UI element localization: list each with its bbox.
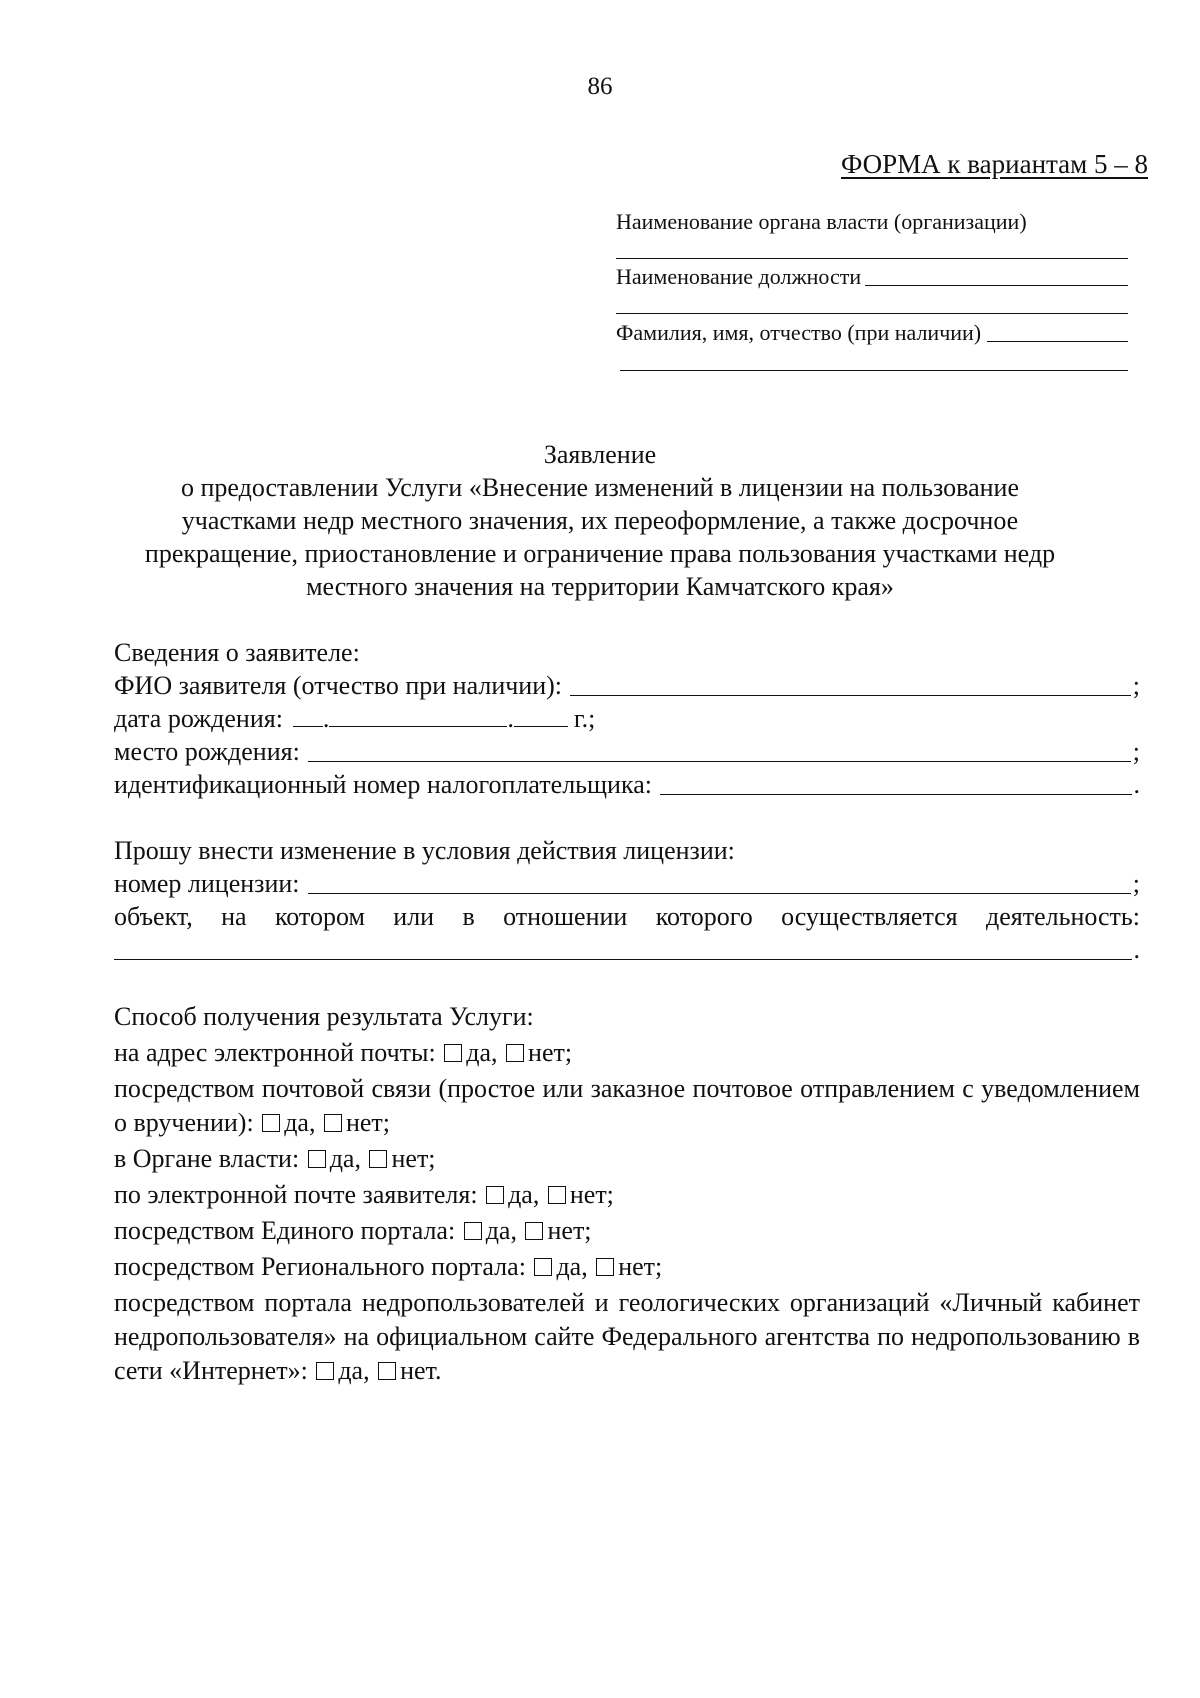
birth-place-row xyxy=(114,735,1140,768)
applicant-section-title: Сведения о заявителе: xyxy=(114,638,360,667)
result-option-post: посредством почтовой связи (простое или заказное почтовое отправлением с уведомлением о вручении): да, нет; xyxy=(114,1074,1140,1137)
email-yes-checkbox[interactable] xyxy=(444,1044,462,1062)
license-section xyxy=(114,834,1140,966)
position-line[interactable] xyxy=(865,284,1128,286)
birth-day-line[interactable] xyxy=(293,725,323,727)
birth-month-line[interactable] xyxy=(329,725,507,727)
birth-year-line[interactable] xyxy=(514,725,568,727)
authority-label: Наименование органа власти (организации) xyxy=(616,209,1027,234)
title-line-4: местного значения на территории Камчатского края» xyxy=(306,572,894,601)
title-line-1: о предоставлении Услуги «Внесение изменений в лицензии на пользование xyxy=(181,473,1019,502)
fio-line[interactable] xyxy=(570,694,1131,696)
email-no-checkbox[interactable] xyxy=(506,1044,524,1062)
authority-yes-checkbox[interactable] xyxy=(308,1150,326,1168)
inn-label: идентификационный номер налогоплательщика: xyxy=(114,770,652,799)
inn-period: . xyxy=(1133,770,1140,799)
unified-portal-yes-checkbox[interactable] xyxy=(464,1222,482,1240)
full-name-line[interactable] xyxy=(987,340,1128,342)
birth-date-row: дата рождения: . . г.; xyxy=(114,704,596,733)
position-line-2[interactable] xyxy=(616,313,1128,314)
title-line-3: прекращение, приостановление и ограничение права пользования участками недр xyxy=(144,539,1056,568)
title-heading: Заявление xyxy=(543,440,657,469)
result-section-title: Способ получения результата Услуги: xyxy=(114,1002,534,1031)
license-number-row xyxy=(114,867,1140,900)
position-row xyxy=(616,263,1128,291)
birth-date-label: дата рождения: xyxy=(114,704,283,733)
applicant-email-yes-checkbox[interactable] xyxy=(486,1186,504,1204)
full-name-line-2[interactable] xyxy=(620,370,1128,371)
document-title xyxy=(0,438,1200,603)
inn-row xyxy=(114,768,1140,801)
full-name-label: Фамилия, имя, отчество (при наличии) xyxy=(616,320,982,345)
birth-place-semicolon: ; xyxy=(1132,737,1140,766)
year-suffix: г.; xyxy=(573,704,596,733)
result-option-authority: в Органе власти: да, нет; xyxy=(114,1144,436,1173)
result-option-email: на адрес электронной почты: да, нет; xyxy=(114,1038,573,1067)
birth-place-line[interactable] xyxy=(308,760,1131,762)
result-option-unified-portal: посредством Единого портала: да, нет; xyxy=(114,1216,592,1245)
form-label: ФОРМА к вариантам 5 – 8 xyxy=(840,149,1148,179)
post-yes-checkbox[interactable] xyxy=(262,1114,280,1132)
unified-portal-no-checkbox[interactable] xyxy=(525,1222,543,1240)
birth-place-label: место рождения: xyxy=(114,737,300,766)
object-line[interactable] xyxy=(114,958,1132,960)
position-label: Наименование должности xyxy=(616,264,862,289)
result-section xyxy=(114,1000,1140,1388)
applicant-email-no-checkbox[interactable] xyxy=(548,1186,566,1204)
regional-portal-yes-checkbox[interactable] xyxy=(534,1258,552,1276)
regional-portal-no-checkbox[interactable] xyxy=(596,1258,614,1276)
fio-semicolon: ; xyxy=(1132,671,1140,700)
object-period: . xyxy=(1133,935,1140,964)
page-number: 86 xyxy=(587,73,613,100)
authority-no-checkbox[interactable] xyxy=(369,1150,387,1168)
subsoil-portal-no-checkbox[interactable] xyxy=(378,1362,396,1380)
license-number-label: номер лицензии: xyxy=(114,869,300,898)
result-option-regional-portal: посредством Регионального портала: да, нет; xyxy=(114,1252,663,1281)
title-line-2: участками недр местного значения, их переоформление, а также досрочное xyxy=(181,506,1019,535)
authority-line[interactable] xyxy=(616,258,1128,259)
license-number-semicolon: ; xyxy=(1132,869,1140,898)
applicant-section xyxy=(114,636,1140,801)
result-option-subsoil-portal: посредством портала недропользователей и геологических организаций «Личный кабинет недропользователя» на официальном сайте Федерального агентства по недропользованию в сети «Интернет»: да, нет. xyxy=(114,1288,1140,1385)
object-row xyxy=(114,933,1140,966)
result-option-applicant-email: по электронной почте заявителя: да, нет; xyxy=(114,1180,614,1209)
license-section-title: Прошу внести изменение в условия действия лицензии: xyxy=(114,836,735,865)
inn-line[interactable] xyxy=(660,793,1132,795)
post-no-checkbox[interactable] xyxy=(324,1114,342,1132)
license-number-line[interactable] xyxy=(308,892,1131,894)
full-name-row xyxy=(616,319,1128,347)
fio-label: ФИО заявителя (отчество при наличии): xyxy=(114,671,563,700)
fio-row xyxy=(114,669,1140,702)
object-label: объект, на котором или в отношении которого осуществляется деятельность: xyxy=(114,902,1140,931)
subsoil-portal-yes-checkbox[interactable] xyxy=(316,1362,334,1380)
